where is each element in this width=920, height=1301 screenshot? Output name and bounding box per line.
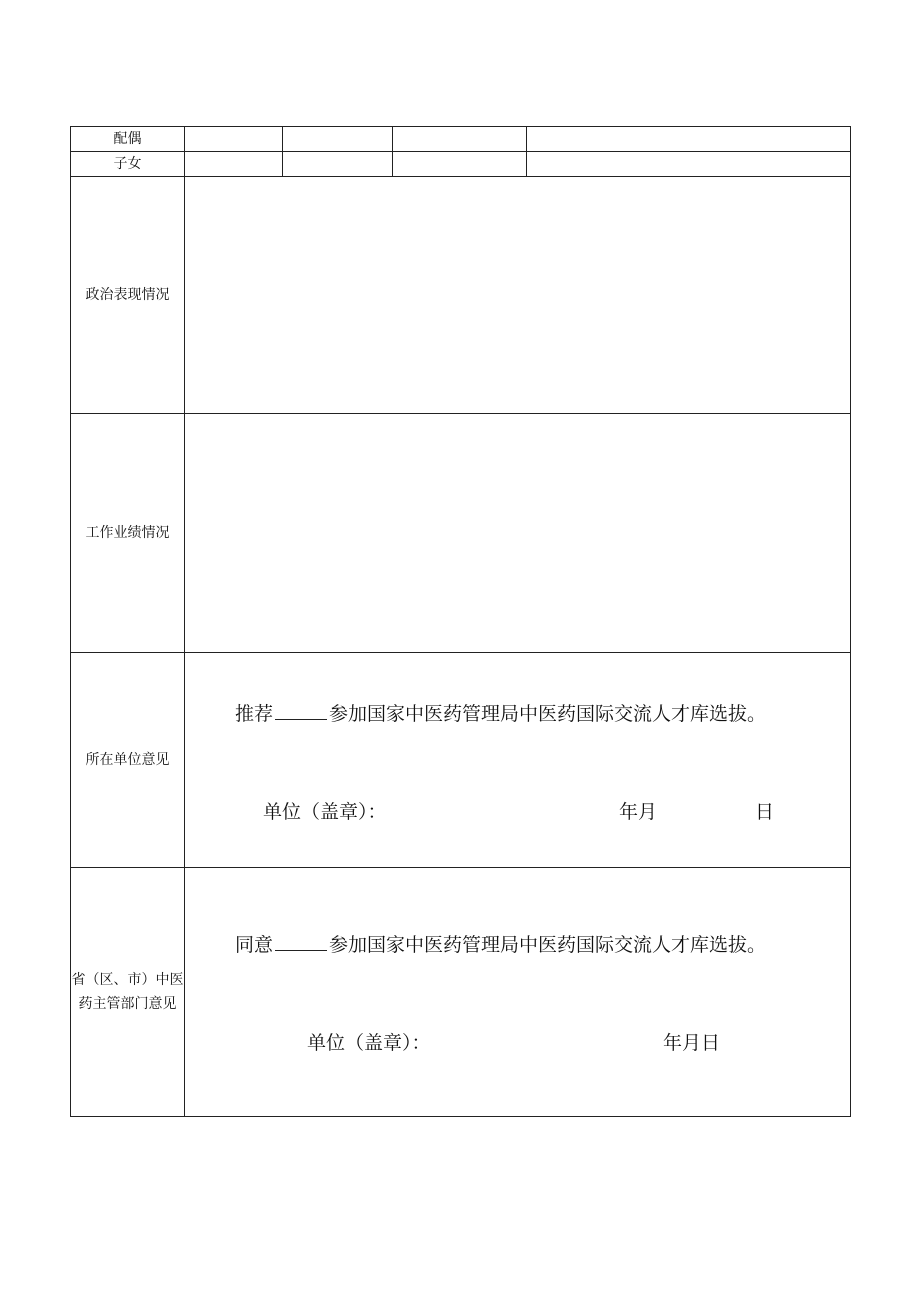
spouse-cell-1[interactable]	[185, 127, 283, 152]
children-row	[71, 152, 851, 177]
children-cell-1[interactable]	[185, 152, 283, 177]
spouse-row	[71, 127, 851, 152]
province-agree-suffix: 参加国家中医药管理局中医药国际交流人才库选拔。	[329, 934, 767, 956]
unit-opinion-body	[185, 653, 850, 867]
children-cell-4[interactable]	[527, 152, 851, 177]
unit-recommend-suffix: 参加国家中医药管理局中医药国际交流人才库选拔。	[329, 703, 767, 725]
province-opinion-label: 省（区、市）中医药主管部门意见	[71, 868, 185, 1117]
spouse-cell-4[interactable]	[527, 127, 851, 152]
politics-label: 政治表现情况	[71, 177, 185, 414]
unit-seal-label: 单位（盖章）：	[263, 801, 387, 823]
province-agree-prefix: 同意	[235, 934, 274, 956]
work-row	[71, 414, 851, 653]
unit-recommend-prefix: 推荐	[235, 703, 274, 725]
politics-row	[71, 177, 851, 414]
children-cell-2[interactable]	[283, 152, 393, 177]
unit-year-month: 年月	[619, 801, 658, 823]
work-label: 工作业绩情况	[71, 414, 185, 653]
spouse-cell-3[interactable]	[393, 127, 527, 152]
children-cell-3[interactable]	[393, 152, 527, 177]
politics-content-cell[interactable]	[185, 177, 851, 414]
province-seal-label: 单位（盖章）：	[307, 1032, 431, 1054]
province-agree-line	[235, 930, 766, 957]
province-name-blank[interactable]	[275, 932, 327, 951]
unit-opinion-label: 所在单位意见	[71, 653, 185, 868]
unit-recommend-line	[235, 699, 766, 726]
unit-name-blank[interactable]	[275, 701, 327, 720]
unit-opinion-cell	[185, 653, 851, 868]
application-form-table	[70, 126, 851, 1117]
province-date: 年月日	[663, 1032, 721, 1054]
province-opinion-cell	[185, 868, 851, 1117]
province-opinion-row	[71, 868, 851, 1117]
unit-opinion-row	[71, 653, 851, 868]
spouse-cell-2[interactable]	[283, 127, 393, 152]
work-content-cell[interactable]	[185, 414, 851, 653]
children-label: 子女	[71, 152, 185, 177]
spouse-label: 配偶	[71, 127, 185, 152]
province-opinion-body	[185, 868, 850, 1116]
unit-day: 日	[755, 801, 775, 823]
